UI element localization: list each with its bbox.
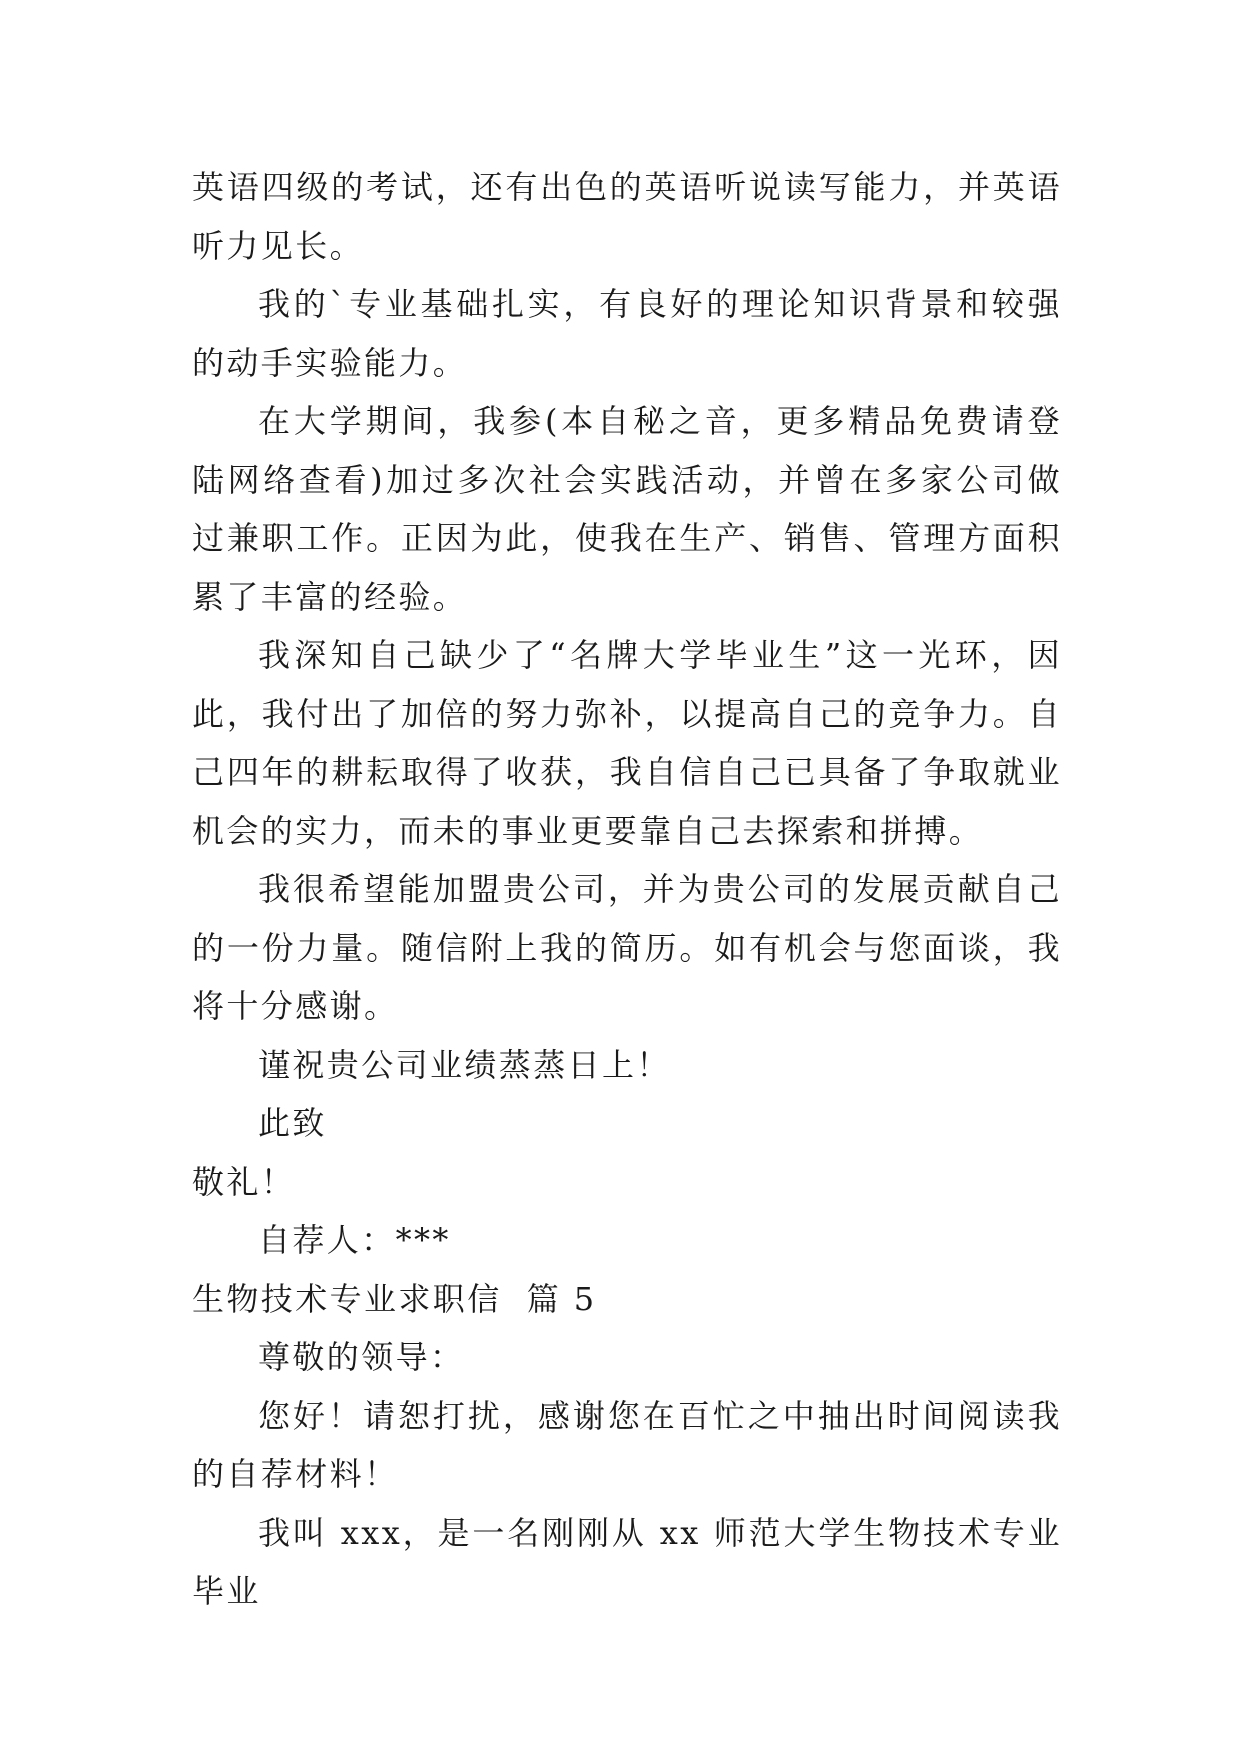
paragraph-greeting: 尊敬的领导： — [258, 1338, 465, 1376]
paragraph-professional-foundation: 我的`专业基础扎实，有良好的理论知识背景和较强的动手实验能力。 — [192, 285, 1062, 382]
paragraph-signature: 自荐人：*** — [258, 1221, 451, 1259]
paragraph-opening: 您好！请恕打扰，感谢您在百忙之中抽出时间阅读我的自荐材料！ — [192, 1396, 1062, 1493]
document-body — [192, 158, 1062, 1621]
paragraph-social-practice: 在大学期间，我参(本自秘之音，更多精品免费请登陆网络查看)加过多次社会实践活动，并曾在多家公司做过兼职工作。正因为此，使我在生产、销售、管理方面积累了丰富的经验。 — [192, 402, 1062, 616]
paragraph-salutation-cizhi: 此致 — [258, 1104, 327, 1142]
section-heading: 生物技术专业求职信 篇 5 — [192, 1279, 597, 1318]
paragraph-english-skills: 英语四级的考试，还有出色的英语听说读写能力，并英语听力见长。 — [192, 168, 1062, 265]
paragraph-effort: 我深知自己缺少了“名牌大学毕业生”这一光环，因此，我付出了加倍的努力弥补，以提高自己的竞争力。自己四年的耕耘取得了收获，我自信自己已具备了争取就业机会的实力，而未的事业更要靠自己去探索和拼搏。 — [192, 636, 1062, 850]
paragraph-best-wishes: 谨祝贵公司业绩蒸蒸日上！ — [258, 1045, 671, 1084]
paragraph-salutation-jingli: 敬礼！ — [192, 1162, 296, 1201]
paragraph-introduction: 我叫 xxx，是一名刚刚从 xx 师范大学生物技术专业毕业 — [192, 1513, 1062, 1610]
paragraph-join-company: 我很希望能加盟贵公司，并为贵公司的发展贡献自己的一份力量。随信附上我的简历。如有机会与您面谈，我将十分感谢。 — [192, 870, 1062, 1025]
